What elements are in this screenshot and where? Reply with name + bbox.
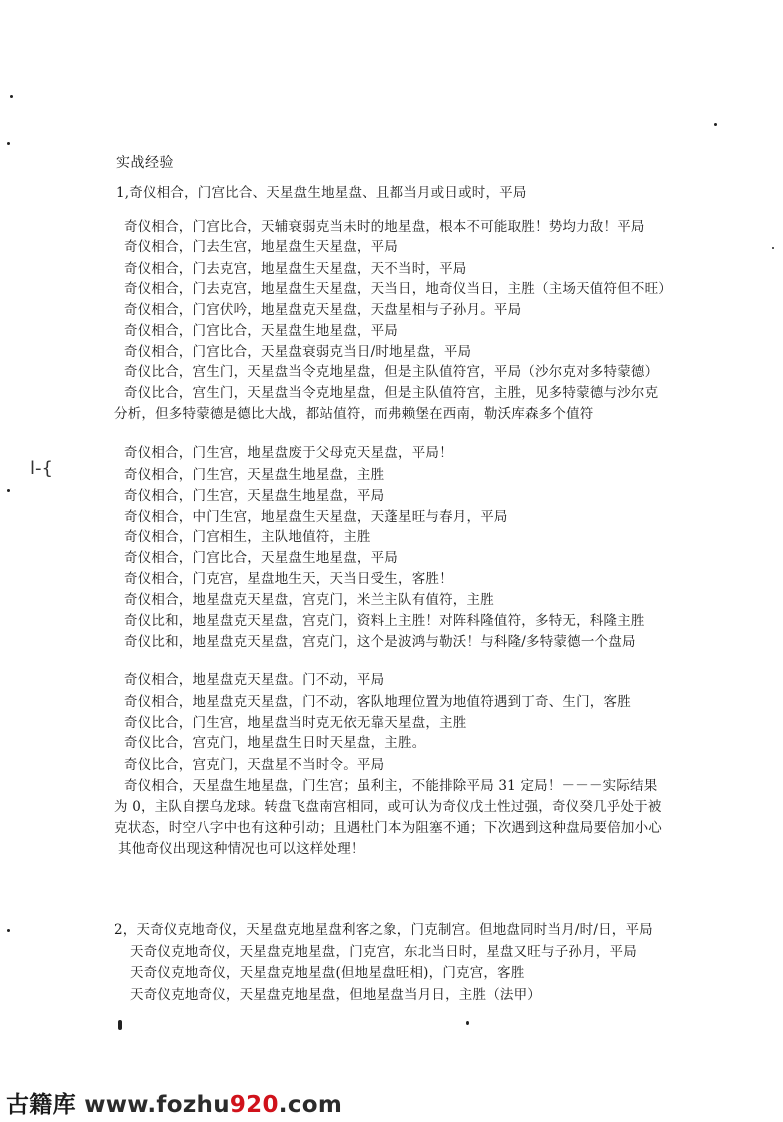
text-line: 奇仪相合，地星盘克天星盘，门不动，客队地理位置为地值符遇到丁奇、生门，客胜 xyxy=(124,694,631,710)
text-line: 天奇仪克地奇仪，天星盘克地星盘，但地星盘当月日，主胜（法甲） xyxy=(130,987,541,1003)
text-line: 奇仪相合，门宫比合，天星盘生地星盘，平局 xyxy=(124,323,398,339)
text-line: 奇仪相合，门生宫，天星盘生地星盘，平局 xyxy=(124,488,385,504)
text-line: 奇仪相合，门宫伏吟，地星盘克天星盘，天盘星相与子孙月。平局 xyxy=(124,302,522,318)
scan-speck xyxy=(7,142,10,145)
text-line: 奇仪相合，门克宫，星盘地生天，天当日受生，客胜！ xyxy=(124,571,453,587)
scan-speck xyxy=(10,95,13,98)
text-line: 奇仪相合，门宫相生，主队地值符，主胜 xyxy=(124,529,371,545)
text-line: 奇仪相合，天星盘生地星盘，门生宫；虽利主，不能排除平局 31 定局！－－－实际结果 xyxy=(124,778,658,794)
text-line: 奇仪相合，门去生宫，地星盘生天星盘，平局 xyxy=(124,239,398,255)
text-line: 奇仪相合，门生宫，地星盘废于父母克天星盘，平局！ xyxy=(124,445,453,461)
text-line: 天奇仪克地奇仪，天星盘克地星盘，门克宫，东北当日时，星盘又旺与子孙月，平局 xyxy=(130,944,637,960)
text-line: 奇仪比和，地星盘克天星盘，宫克门，这个是波鸿与勒沃！与科隆/多特蒙德一个盘局 xyxy=(124,634,636,650)
text-line: 1,奇仪相合，门宫比合、天星盘生地星盘、且都当月或日或时，平局 xyxy=(116,185,527,201)
scan-speck xyxy=(118,1020,122,1030)
text-line: 克状态，时空八字中也有这种引动；且遇杜门本为阻塞不通；下次遇到这种盘局要倍加小心 xyxy=(114,820,662,836)
text-line: 奇仪比合，宫生门，天星盘当令克地星盘，但是主队值符宫，主胜，见多特蒙德与沙尔克 xyxy=(124,385,659,401)
text-line: 奇仪相合，地星盘克天星盘，宫克门，米兰主队有值符，主胜 xyxy=(124,592,494,608)
margin-scribble: l-{ xyxy=(30,458,53,479)
text-line: 奇仪相合，地星盘克天星盘。门不动，平局 xyxy=(124,672,385,688)
scan-speck xyxy=(7,929,10,932)
scan-speck xyxy=(7,489,10,492)
text-line: 2，天奇仪克地奇仪，天星盘克地星盘利客之象，门克制宫。但地盘同时当月/时/日，平局 xyxy=(114,922,653,938)
text-line: 奇仪比合，门生宫，地星盘当时克无依无靠天星盘，主胜 xyxy=(124,715,467,731)
text-line: 奇仪相合，中门生宫，地星盘生天星盘，天蓬星旺与春月，平局 xyxy=(124,509,508,525)
scan-speck xyxy=(772,247,774,249)
text-line: 奇仪相合，门宫比合，天星盘衰弱克当日/时地星盘，平局 xyxy=(124,344,472,360)
scan-speck xyxy=(466,1021,469,1025)
text-line: 奇仪比合，宫克门，地星盘生日时天星盘，主胜。 xyxy=(124,735,426,751)
text-line: 分析，但多特蒙德是德比大战，都站值符，而弗赖堡在西南，勒沃库森多个值符 xyxy=(114,406,594,422)
text-line: 其他奇仪出现这种情况也可以这样处理！ xyxy=(118,841,365,857)
site-watermark: 古籍库 www.fozhu920.com xyxy=(6,1092,343,1118)
scan-speck xyxy=(714,123,717,126)
text-line: 奇仪相合，门去克宫，地星盘生天星盘，天不当时，平局 xyxy=(124,261,467,277)
text-line: 奇仪比和，地星盘克天星盘，宫克门，资料上主胜！对阵科隆值符，多特无，科隆主胜 xyxy=(124,613,645,629)
text-line: 奇仪相合，门去克宫，地星盘生天星盘，天当日，地奇仪当日，主胜（主场天值符但不旺） xyxy=(124,281,672,297)
text-line: 奇仪相合，门宫比合，天辅衰弱克当未时的地星盘，根本不可能取胜！势均力敌！平局 xyxy=(124,219,645,235)
text-line: 为 0，主队自摆乌龙球。转盘飞盘南宫相同，或可认为奇仪戊土性过强，奇仪癸几乎处于被 xyxy=(114,799,662,815)
text-line: 奇仪相合，门宫比合，天星盘生地星盘，平局 xyxy=(124,550,398,566)
text-line: 奇仪比合，宫生门，天星盘当令克地星盘，但是主队值符宫，平局（沙尔克对多特蒙德） xyxy=(124,364,659,380)
document-heading: 实战经验 xyxy=(116,155,174,171)
text-line: 奇仪相合，门生宫，天星盘生地星盘，主胜 xyxy=(124,467,385,483)
text-line: 天奇仪克地奇仪，天星盘克地星盘(但地星盘旺相)，门克宫，客胜 xyxy=(130,965,525,981)
text-line: 奇仪比合，宫克门，天盘星不当时令。平局 xyxy=(124,757,385,773)
